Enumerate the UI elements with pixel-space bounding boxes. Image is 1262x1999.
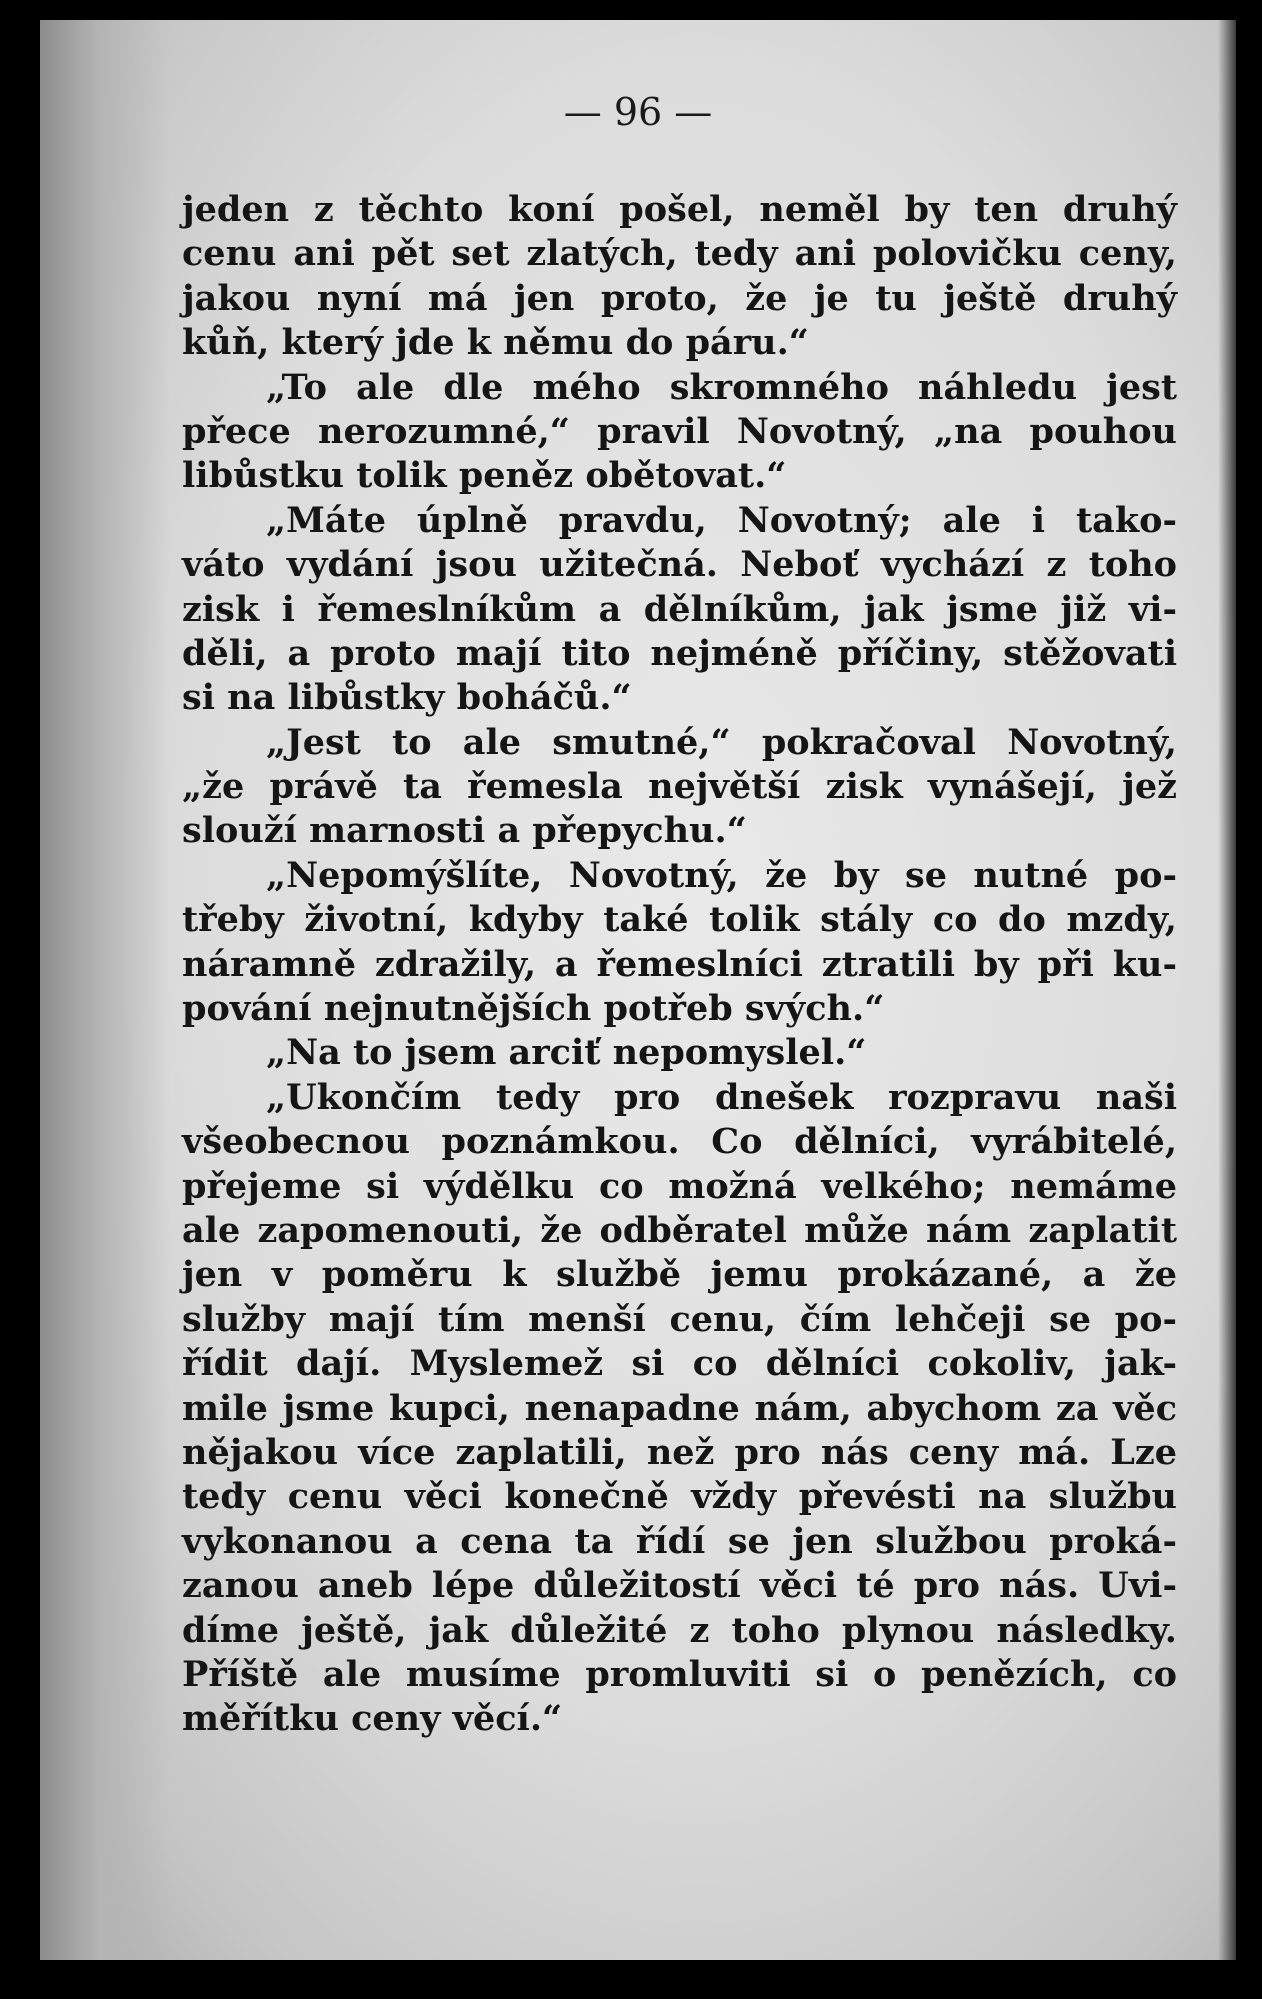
text-line: jen v poměru k službě jemu prokázané, a že bbox=[182, 1254, 1177, 1296]
text-line: mile jsme kupci, nenapadne nám, abychom za věc bbox=[182, 1387, 1177, 1429]
text-line: měřítku ceny věcí.“ bbox=[182, 1698, 563, 1740]
text-line: nějakou více zaplatili, než pro nás ceny má. Lze bbox=[182, 1431, 1177, 1473]
text-line: přejeme si výdělku co možná velkého; nemáme bbox=[182, 1165, 1177, 1207]
text-line: kůň, který jde k němu do páru.“ bbox=[182, 322, 809, 364]
book-page bbox=[40, 20, 1236, 1960]
page-shadow-right bbox=[1218, 20, 1236, 1960]
text-line: libůstku tolik peněz obětovat.“ bbox=[182, 455, 787, 497]
text-line: slouží marnosti a přepychu.“ bbox=[182, 810, 747, 852]
text-line: jeden z těchto koní pošel, neměl by ten druhý bbox=[182, 189, 1177, 230]
text-line: díme ještě, jak důležité z toho plynou následky. bbox=[182, 1609, 1177, 1651]
body-text bbox=[182, 188, 1177, 1742]
text-line: zisk i řemeslníkům a dělníkům, jak jsme již vi- bbox=[182, 588, 1177, 630]
text-line: přece nerozumné,“ pravil Novotný, „na pouhou bbox=[182, 410, 1177, 452]
text-line: zanou aneb lépe důležitostí věci té pro nás. Uvi- bbox=[182, 1565, 1177, 1607]
text-line: vykonanou a cena ta řídí se jen službou proká- bbox=[182, 1520, 1177, 1562]
text-line: třeby životní, kdyby také tolik stály co do mzdy, bbox=[182, 899, 1177, 941]
text-line: „že právě ta řemesla největší zisk vynášejí, jež bbox=[182, 766, 1177, 808]
text-line: Příště ale musíme promluviti si o penězích, co bbox=[182, 1653, 1177, 1695]
text-line: řídit dají. Myslemež si co dělníci cokoliv, jak- bbox=[182, 1343, 1177, 1385]
text-line: „Máte úplně pravdu, Novotný; ale i tako- bbox=[266, 499, 1177, 541]
text-line: váto vydání jsou užitečná. Neboť vychází z toho bbox=[182, 544, 1177, 586]
text-line: cenu ani pět set zlatých, tedy ani polovičku ceny, bbox=[182, 233, 1177, 275]
text-line: „Na to jsem arciť nepomyslel.“ bbox=[266, 1032, 867, 1074]
text-line: pování nejnutnějších potřeb svých.“ bbox=[182, 988, 885, 1030]
text-line: „Jest to ale smutné,“ pokračoval Novotný, bbox=[266, 721, 1177, 763]
text-line: si na libůstky boháčů.“ bbox=[182, 677, 632, 719]
page-number: — 96 — bbox=[563, 90, 713, 134]
text-line: „Nepomýšlíte, Novotný, že by se nutné po- bbox=[266, 854, 1177, 896]
text-line: jakou nyní má jen proto, že je tu ještě druhý bbox=[182, 277, 1177, 319]
page-shadow-left bbox=[40, 20, 170, 1960]
text-line: tedy cenu věci konečně vždy převésti na službu bbox=[182, 1476, 1177, 1518]
text-line: všeobecnou poznámkou. Co dělníci, vyrábitelé, bbox=[182, 1121, 1177, 1163]
text-line: „Ukončím tedy pro dnešek rozpravu naši bbox=[266, 1076, 1177, 1118]
text-line: „To ale dle mého skromného náhledu jest bbox=[266, 366, 1177, 408]
text-line: služby mají tím menší cenu, čím lehčeji se po- bbox=[182, 1298, 1177, 1340]
text-line: náramně zdražily, a řemeslníci ztratili by při ku- bbox=[182, 943, 1177, 985]
text-line: děli, a proto mají tito nejméně příčiny, stěžovati bbox=[182, 632, 1177, 674]
text-line: ale zapomenouti, že odběratel může nám zaplatit bbox=[182, 1209, 1177, 1251]
